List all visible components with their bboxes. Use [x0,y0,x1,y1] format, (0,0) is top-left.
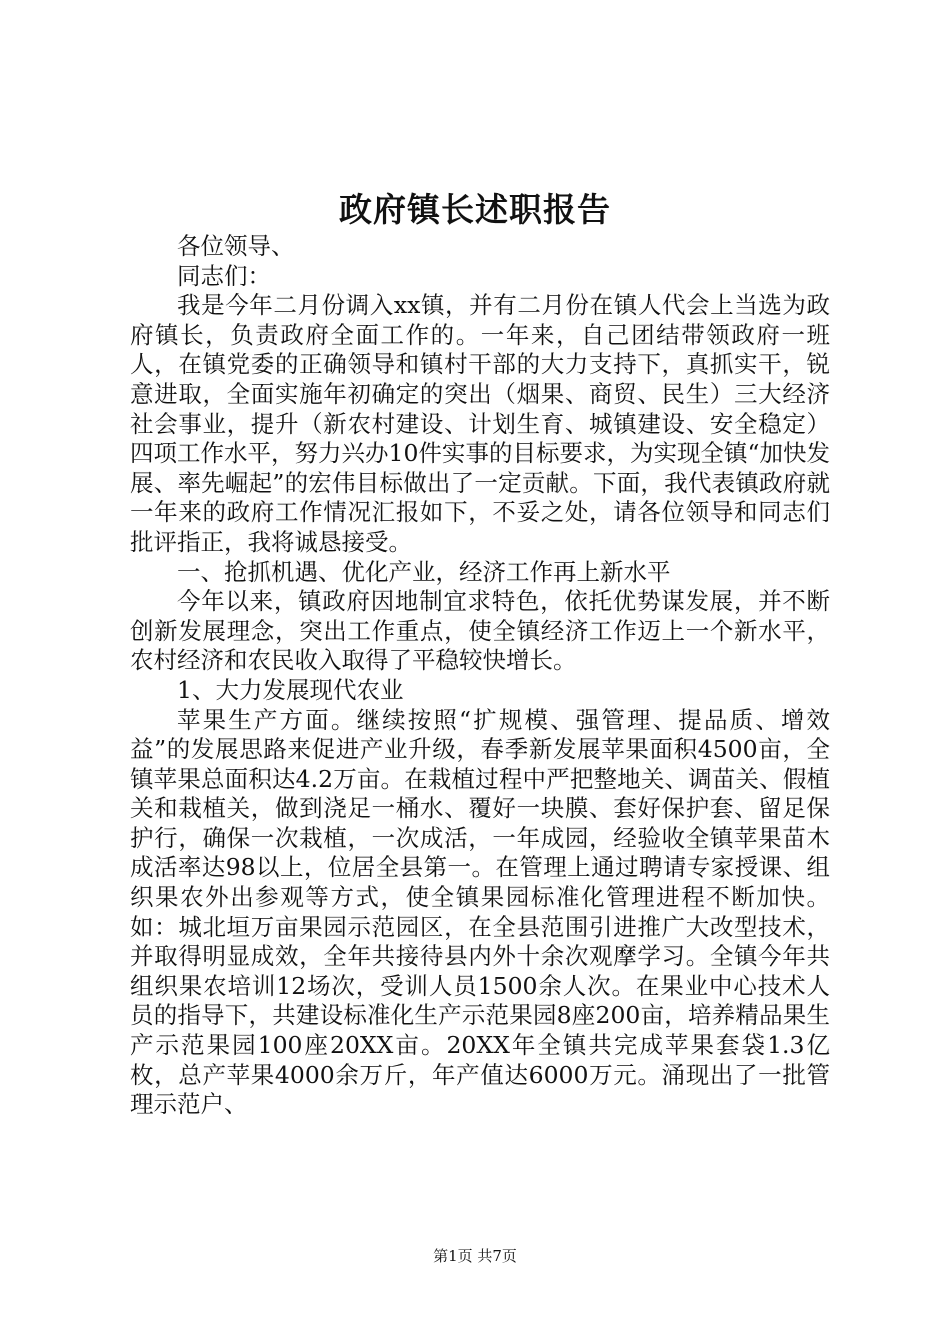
intro-paragraph: 我是今年二月份调入xx镇，并有二月份在镇人代会上当选为政府镇长，负责政府全面工作的。一年来，自己团结带领政府一班人，在镇党委的正确领导和镇村干部的大力支持下，真抓实干，锐意进取，全面实施年初确定的突出（烟果、商贸、民生）三大经济社会事业，提升（新农村建设、计划生育、城镇建设、安全稳定）四项工作水平，努力兴办10件实事的目标要求，为实现全镇“加快发展、率先崛起”的宏伟目标做出了一定贡献。下面，我代表镇政府就一年来的政府工作情况汇报如下，不妥之处，请各位领导和同志们批评指正，我将诚恳接受。 [130,291,830,556]
document-title: 政府镇长述职报告 [339,190,611,229]
page-footer: 第1页 共7页 [433,1247,517,1265]
subsection-heading-1: 1、大力发展现代农业 [177,675,404,704]
apple-production-paragraph: 苹果生产方面。继续按照“扩规模、强管理、提品质、增效益”的发展思路来促进产业升级，春季新发展苹果面积4500亩，全镇苹果总面积达4.2万亩。在栽植过程中严把整地关、调苗关、假植关和栽植关，做到浇足一桶水、覆好一块膜、套好保护套、留足保护行，确保一次栽植，一次成活，一年成园，经验收全镇苹果苗木成活率达98以上，位居全县第一。在管理上通过聘请专家授课、组织果农外出参观等方式，使全镇果园标准化管理进程不断加快。如：城北垣万亩果园示范园区，在全县范围引进推广大改型技术，并取得明显成效，全年共接待县内外十余次观摩学习。全镇今年共组织果农培训12场次，受训人员1500余人次。在果业中心技术人员的指导下，共建设标准化生产示范果园8座200亩，培养精品果生产示范果园100座20XX亩。20XX年全镇共完成苹果套袋1.3亿枚，总产苹果4000余万斤，年产值达6000万元。涌现出了一批管理示范户、 [130,705,830,1119]
greeting-line-1: 各位领导、 [177,232,295,260]
document-body [130,232,830,1120]
section-heading-1: 一、抢抓机遇、优化产业，经济工作再上新水平 [177,557,671,586]
section-1-paragraph: 今年以来，镇政府因地制宜求特色，依托优势谋发展，并不断创新发展理念，突出工作重点，使全镇经济工作迈上一个新水平，农村经济和农民收入取得了平稳较快增长。 [130,587,830,675]
greeting-line-2: 同志们： [177,261,271,290]
